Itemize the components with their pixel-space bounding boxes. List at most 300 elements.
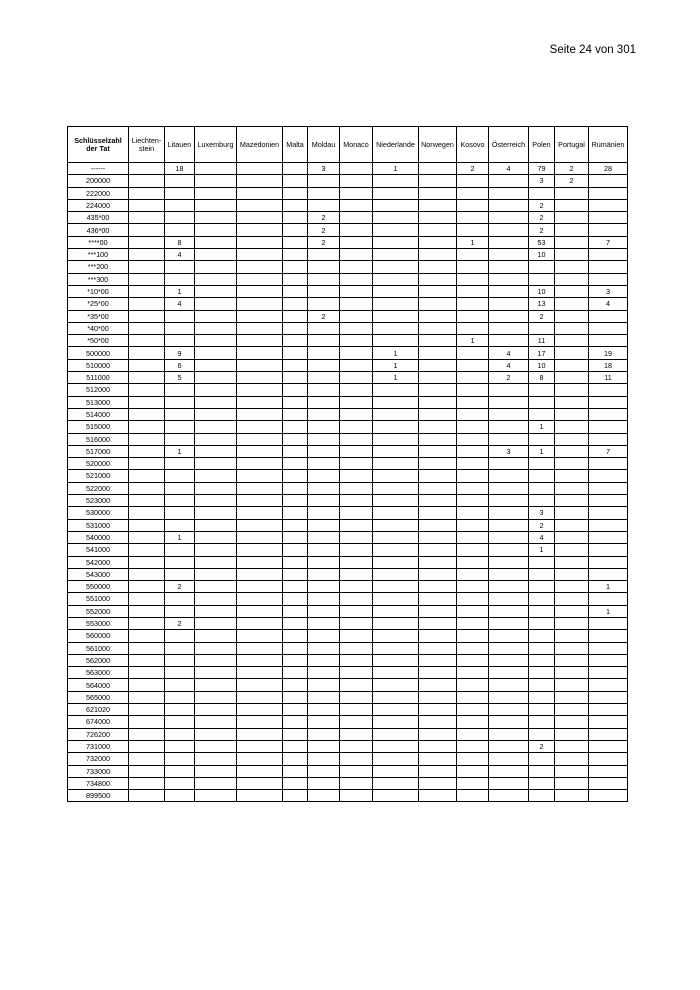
count-cell (340, 507, 373, 519)
count-cell (373, 507, 419, 519)
table-row (68, 347, 628, 359)
count-cell (529, 495, 555, 507)
column-header-country: Polen (529, 127, 555, 163)
count-cell (589, 556, 628, 568)
count-cell (555, 421, 589, 433)
table-row (68, 630, 628, 642)
count-cell (419, 285, 457, 297)
count-cell (340, 384, 373, 396)
offense-key-cell: 674000 (68, 716, 129, 728)
count-cell (589, 495, 628, 507)
count-cell (555, 593, 589, 605)
count-cell (283, 372, 308, 384)
count-cell (237, 753, 283, 765)
count-cell (195, 495, 237, 507)
count-cell (373, 212, 419, 224)
count-cell (589, 470, 628, 482)
offense-key-cell: ------ (68, 163, 129, 175)
count-cell (195, 310, 237, 322)
offense-key-cell: 552000 (68, 605, 129, 617)
count-cell (129, 507, 165, 519)
count-cell (457, 408, 489, 420)
table-row (68, 531, 628, 543)
count-cell (237, 372, 283, 384)
offense-key-cell: 563000 (68, 667, 129, 679)
count-cell (165, 458, 195, 470)
count-cell (165, 593, 195, 605)
count-cell (129, 347, 165, 359)
count-cell (340, 519, 373, 531)
count-cell: 8 (165, 236, 195, 248)
offense-key-cell: 732000 (68, 753, 129, 765)
count-cell (373, 581, 419, 593)
count-cell (555, 224, 589, 236)
offense-key-cell: 561000 (68, 642, 129, 654)
count-cell (129, 458, 165, 470)
count-cell (308, 285, 340, 297)
count-cell (457, 556, 489, 568)
offense-key-cell: *35*00 (68, 310, 129, 322)
count-cell (555, 347, 589, 359)
count-cell (195, 581, 237, 593)
count-cell: 6 (165, 359, 195, 371)
count-cell (308, 482, 340, 494)
offense-key-cell: 510000 (68, 359, 129, 371)
count-cell (373, 777, 419, 789)
count-cell (283, 261, 308, 273)
count-cell (195, 322, 237, 334)
table-row (68, 495, 628, 507)
count-cell (489, 790, 529, 802)
count-cell (308, 531, 340, 543)
count-cell (373, 556, 419, 568)
count-cell (555, 753, 589, 765)
count-cell (308, 667, 340, 679)
count-cell (589, 617, 628, 629)
count-cell (308, 691, 340, 703)
count-cell (489, 581, 529, 593)
count-cell (589, 679, 628, 691)
count-cell (373, 175, 419, 187)
count-cell (237, 273, 283, 285)
count-cell (419, 716, 457, 728)
count-cell: 4 (489, 359, 529, 371)
count-cell (195, 175, 237, 187)
offense-key-cell: 560000 (68, 630, 129, 642)
count-cell: 11 (529, 335, 555, 347)
count-cell (129, 384, 165, 396)
count-cell (489, 617, 529, 629)
count-cell (419, 163, 457, 175)
count-cell (165, 728, 195, 740)
count-cell (129, 531, 165, 543)
count-cell (237, 421, 283, 433)
count-cell: 2 (308, 224, 340, 236)
count-cell (457, 384, 489, 396)
count-cell (129, 163, 165, 175)
offense-key-cell: *50*00 (68, 335, 129, 347)
table-row (68, 175, 628, 187)
count-cell (129, 617, 165, 629)
count-cell (283, 728, 308, 740)
table-row (68, 396, 628, 408)
count-cell (195, 298, 237, 310)
count-cell (589, 519, 628, 531)
count-cell (589, 777, 628, 789)
count-cell (529, 396, 555, 408)
table-row (68, 322, 628, 334)
count-cell (419, 224, 457, 236)
count-cell (489, 224, 529, 236)
count-cell (165, 777, 195, 789)
count-cell (555, 642, 589, 654)
count-cell (283, 630, 308, 642)
count-cell (340, 470, 373, 482)
count-cell (129, 372, 165, 384)
count-cell (419, 408, 457, 420)
count-cell (419, 531, 457, 543)
count-cell (489, 396, 529, 408)
count-cell (457, 199, 489, 211)
count-cell (555, 273, 589, 285)
count-cell (237, 519, 283, 531)
count-cell (555, 408, 589, 420)
count-cell (419, 482, 457, 494)
count-cell (419, 384, 457, 396)
count-cell (419, 199, 457, 211)
count-cell (165, 753, 195, 765)
count-cell (195, 544, 237, 556)
count-cell (308, 187, 340, 199)
count-cell (419, 507, 457, 519)
count-cell (165, 335, 195, 347)
count-cell (419, 470, 457, 482)
offense-key-cell: ***200 (68, 261, 129, 273)
count-cell (373, 285, 419, 297)
count-cell (489, 728, 529, 740)
count-cell (237, 593, 283, 605)
table-row (68, 384, 628, 396)
count-cell (340, 777, 373, 789)
count-cell (419, 433, 457, 445)
column-header-country: Litauen (165, 127, 195, 163)
count-cell (340, 728, 373, 740)
count-cell (373, 753, 419, 765)
count-cell: 7 (589, 445, 628, 457)
count-cell (555, 322, 589, 334)
count-cell (529, 581, 555, 593)
count-cell (165, 654, 195, 666)
count-cell (129, 790, 165, 802)
count-cell (237, 654, 283, 666)
count-cell (340, 679, 373, 691)
count-cell (457, 285, 489, 297)
count-cell (340, 335, 373, 347)
table-body (68, 163, 628, 802)
count-cell (373, 531, 419, 543)
count-cell (419, 667, 457, 679)
count-cell: 1 (373, 359, 419, 371)
count-cell (589, 740, 628, 752)
table-row (68, 212, 628, 224)
count-cell (283, 236, 308, 248)
count-cell (340, 556, 373, 568)
count-cell (589, 322, 628, 334)
count-cell (283, 568, 308, 580)
count-cell (283, 556, 308, 568)
count-cell (237, 335, 283, 347)
count-cell (419, 335, 457, 347)
offense-key-cell: 515000 (68, 421, 129, 433)
count-cell (529, 568, 555, 580)
count-cell (529, 753, 555, 765)
count-cell (195, 605, 237, 617)
count-cell: 28 (589, 163, 628, 175)
table-row (68, 261, 628, 273)
count-cell: 19 (589, 347, 628, 359)
count-cell (373, 679, 419, 691)
count-cell (308, 753, 340, 765)
count-cell (283, 605, 308, 617)
count-cell (129, 765, 165, 777)
count-cell (340, 753, 373, 765)
count-cell (589, 531, 628, 543)
count-cell (129, 187, 165, 199)
count-cell (419, 372, 457, 384)
count-cell (283, 544, 308, 556)
count-cell (489, 531, 529, 543)
offense-key-cell: *10*00 (68, 285, 129, 297)
count-cell (489, 470, 529, 482)
count-cell (195, 408, 237, 420)
count-cell (195, 507, 237, 519)
count-cell (457, 581, 489, 593)
table-row (68, 310, 628, 322)
count-cell (457, 679, 489, 691)
count-cell (489, 384, 529, 396)
offense-key-cell: 530000 (68, 507, 129, 519)
count-cell (308, 495, 340, 507)
count-cell (237, 617, 283, 629)
count-cell (419, 310, 457, 322)
count-cell (283, 617, 308, 629)
count-cell (419, 605, 457, 617)
count-cell (237, 285, 283, 297)
count-cell (283, 679, 308, 691)
offense-key-cell: 621020 (68, 704, 129, 716)
count-cell (237, 667, 283, 679)
count-cell (340, 310, 373, 322)
count-cell (373, 322, 419, 334)
count-cell (489, 777, 529, 789)
count-cell (529, 716, 555, 728)
count-cell (555, 765, 589, 777)
count-cell (529, 728, 555, 740)
count-cell (129, 310, 165, 322)
count-cell (340, 495, 373, 507)
column-header-country: Moldau (308, 127, 340, 163)
count-cell (165, 421, 195, 433)
count-cell (529, 322, 555, 334)
offense-key-cell: 531000 (68, 519, 129, 531)
count-cell (129, 408, 165, 420)
count-cell (555, 691, 589, 703)
table-row (68, 458, 628, 470)
count-cell (237, 249, 283, 261)
count-cell (340, 482, 373, 494)
count-cell (419, 322, 457, 334)
count-cell (283, 175, 308, 187)
table-row (68, 593, 628, 605)
count-cell (489, 507, 529, 519)
count-cell (457, 790, 489, 802)
count-cell (340, 249, 373, 261)
count-cell (457, 458, 489, 470)
count-cell (165, 790, 195, 802)
count-cell (457, 716, 489, 728)
count-cell (555, 654, 589, 666)
count-cell (419, 495, 457, 507)
count-cell (283, 667, 308, 679)
count-cell (555, 519, 589, 531)
count-cell (165, 408, 195, 420)
count-cell: 1 (529, 445, 555, 457)
table-row (68, 236, 628, 248)
count-cell (308, 765, 340, 777)
count-cell (165, 212, 195, 224)
count-cell (489, 285, 529, 297)
count-cell (308, 507, 340, 519)
count-cell (555, 704, 589, 716)
count-cell (589, 224, 628, 236)
count-cell (373, 716, 419, 728)
count-cell (340, 654, 373, 666)
count-cell (373, 310, 419, 322)
count-cell: 4 (489, 163, 529, 175)
count-cell (237, 728, 283, 740)
count-cell (340, 630, 373, 642)
count-cell (589, 273, 628, 285)
count-cell (283, 777, 308, 789)
count-cell (457, 691, 489, 703)
count-cell (283, 445, 308, 457)
count-cell (373, 704, 419, 716)
count-cell (419, 777, 457, 789)
offense-key-cell: 500000 (68, 347, 129, 359)
count-cell (373, 605, 419, 617)
count-cell (555, 384, 589, 396)
count-cell (340, 716, 373, 728)
table-row (68, 187, 628, 199)
count-cell (129, 199, 165, 211)
count-cell (129, 212, 165, 224)
count-cell (489, 568, 529, 580)
count-cell (195, 765, 237, 777)
count-cell (237, 359, 283, 371)
count-cell (489, 335, 529, 347)
count-cell (237, 187, 283, 199)
table-row (68, 433, 628, 445)
count-cell (308, 519, 340, 531)
count-cell (129, 445, 165, 457)
count-cell (555, 679, 589, 691)
count-cell (419, 544, 457, 556)
count-cell (165, 322, 195, 334)
count-cell (489, 667, 529, 679)
count-cell (237, 679, 283, 691)
count-cell (129, 482, 165, 494)
count-cell (237, 163, 283, 175)
count-cell (237, 224, 283, 236)
count-cell (419, 593, 457, 605)
count-cell (129, 728, 165, 740)
count-cell: 2 (489, 372, 529, 384)
count-cell (373, 790, 419, 802)
count-cell (457, 310, 489, 322)
count-cell (489, 199, 529, 211)
count-cell (419, 568, 457, 580)
offense-key-cell: 513000 (68, 396, 129, 408)
count-cell (555, 581, 589, 593)
count-cell: 4 (165, 249, 195, 261)
count-cell (195, 236, 237, 248)
count-cell (373, 667, 419, 679)
count-cell (340, 285, 373, 297)
count-cell (529, 384, 555, 396)
count-cell (237, 396, 283, 408)
count-cell (237, 790, 283, 802)
count-cell (340, 408, 373, 420)
count-cell (555, 556, 589, 568)
count-cell (489, 642, 529, 654)
count-cell (237, 581, 283, 593)
count-cell (165, 605, 195, 617)
count-cell (129, 322, 165, 334)
count-cell (489, 249, 529, 261)
count-cell (340, 175, 373, 187)
count-cell (308, 777, 340, 789)
count-cell (129, 298, 165, 310)
table-row (68, 285, 628, 297)
table-row (68, 335, 628, 347)
count-cell (373, 630, 419, 642)
count-cell: 10 (529, 249, 555, 261)
count-cell (308, 322, 340, 334)
table-row (68, 507, 628, 519)
count-cell (283, 421, 308, 433)
count-cell (308, 261, 340, 273)
offense-key-cell: 731000 (68, 740, 129, 752)
count-cell (340, 224, 373, 236)
count-cell: 2 (529, 212, 555, 224)
count-cell (195, 728, 237, 740)
count-cell (129, 777, 165, 789)
table-row (68, 740, 628, 752)
count-cell (457, 654, 489, 666)
count-cell (195, 163, 237, 175)
count-cell (283, 519, 308, 531)
count-cell (529, 617, 555, 629)
count-cell (419, 679, 457, 691)
count-cell (340, 642, 373, 654)
count-cell: 2 (529, 310, 555, 322)
count-cell (308, 408, 340, 420)
offense-key-cell: 517000 (68, 445, 129, 457)
count-cell (529, 408, 555, 420)
count-cell (195, 396, 237, 408)
table-row (68, 753, 628, 765)
count-cell (237, 408, 283, 420)
